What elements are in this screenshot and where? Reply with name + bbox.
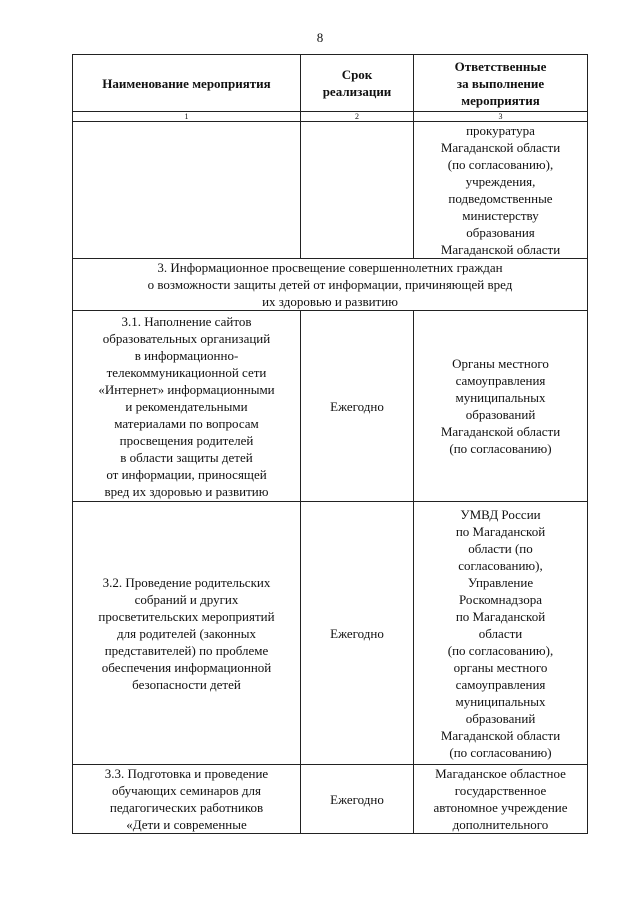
cell-term: Ежегодно [301, 311, 414, 502]
section-row [73, 259, 588, 311]
table-row-continued [73, 122, 588, 259]
cell-responsible: УМВД России по Магаданской области (по согласованию), Управление Роскомнадзора по Магаданской области (по согласованию), органы местного самоуправления муниципальных образований Магаданской области (по согласованию) [414, 502, 588, 765]
cell-term: Ежегодно [301, 502, 414, 765]
column-number-2: 2 [301, 112, 414, 122]
cell-responsible: Органы местного самоуправления муниципальных образований Магаданской области (по согласованию) [414, 311, 588, 502]
header-responsible: Ответственные за выполнение мероприятия [414, 55, 588, 112]
column-number-3: 3 [414, 112, 588, 122]
header-term: Срок реализации [301, 55, 414, 112]
page-number: 8 [316, 30, 324, 45]
cell-responsible: прокуратура Магаданской области (по согласованию), учреждения, подведомственные министерству образования Магаданской области [414, 122, 588, 259]
table-row [73, 502, 588, 765]
cell-empty [73, 122, 301, 259]
table-header-row [73, 55, 588, 112]
cell-term: Ежегодно [301, 765, 414, 834]
cell-activity-name: 3.1. Наполнение сайтов образовательных организаций в информационно- телекоммуникационной сети «Интернет» информационными и рекомендательными материалами по вопросам просвещения родителей в области защиты детей от информации, приносящей вред их здоровью и развитию [73, 311, 301, 502]
column-numbers-row [73, 112, 588, 122]
cell-empty [301, 122, 414, 259]
table-row [73, 765, 588, 834]
section-title: 3. Информационное просвещение совершеннолетних граждан о возможности защиты детей от информации, причиняющей вред их здоровью и развитию [73, 259, 588, 311]
column-number-1: 1 [73, 112, 301, 122]
table-row [73, 311, 588, 502]
cell-responsible: Магаданское областное государственное автономное учреждение дополнительного [414, 765, 588, 834]
cell-activity-name: 3.2. Проведение родительских собраний и других просветительских мероприятий для родителей (законных представителей) по проблеме обеспечения информационной безопасности детей [73, 502, 301, 765]
action-plan-table [72, 54, 588, 834]
cell-activity-name: 3.3. Подготовка и проведение обучающих семинаров для педагогических работников «Дети и современные [73, 765, 301, 834]
header-activity-name: Наименование мероприятия [73, 55, 301, 112]
